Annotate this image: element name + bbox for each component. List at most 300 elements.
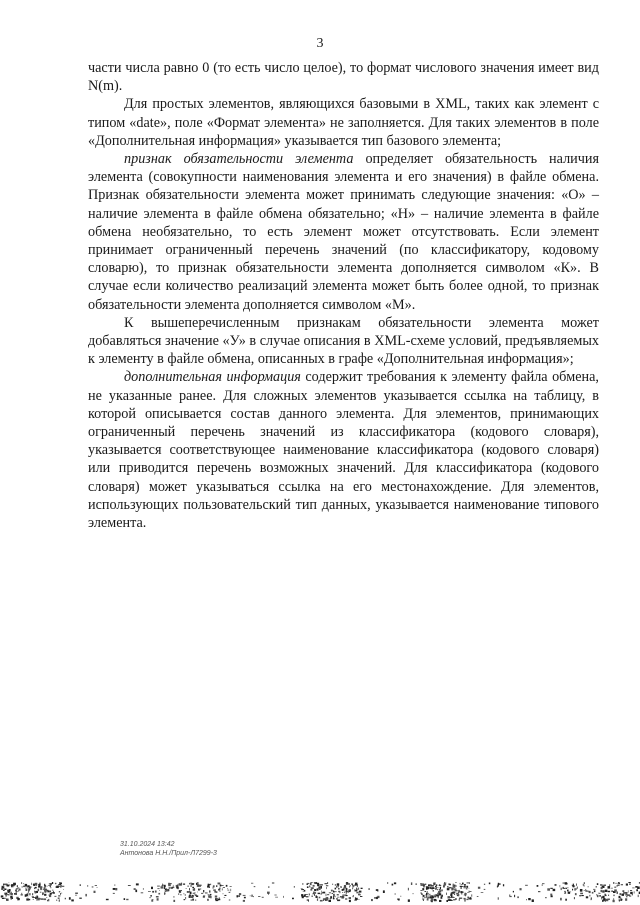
noise-speck <box>195 892 196 893</box>
noise-speck <box>337 894 339 895</box>
noise-speck <box>614 895 615 897</box>
noise-speck <box>346 892 347 893</box>
noise-speck <box>58 895 60 896</box>
noise-speck <box>429 895 430 897</box>
noise-speck <box>425 884 426 886</box>
noise-speck <box>309 894 310 896</box>
noise-speck <box>141 892 144 893</box>
noise-speck <box>526 899 527 900</box>
noise-speck <box>327 894 329 895</box>
noise-speck <box>613 882 614 884</box>
noise-speck <box>135 890 137 893</box>
noise-speck <box>46 897 47 898</box>
noise-speck <box>31 883 32 885</box>
noise-speck <box>310 886 311 887</box>
noise-speck <box>436 887 437 889</box>
noise-speck <box>321 892 322 893</box>
noise-speck <box>347 883 350 884</box>
noise-speck <box>69 897 71 900</box>
noise-speck <box>209 890 210 892</box>
noise-speck <box>368 888 369 890</box>
noise-speck <box>164 887 165 889</box>
noise-speck <box>628 890 629 892</box>
noise-speck <box>513 891 514 893</box>
noise-speck <box>1 896 2 898</box>
noise-speck <box>427 886 429 887</box>
noise-speck <box>343 889 345 891</box>
noise-speck <box>11 885 14 886</box>
noise-speck <box>11 886 12 887</box>
noise-speck <box>337 900 340 902</box>
noise-speck <box>335 896 336 897</box>
noise-speck <box>85 894 87 897</box>
noise-speck <box>436 884 437 886</box>
noise-speck <box>222 888 223 890</box>
noise-speck <box>636 889 638 891</box>
footer-timestamp: 31.10.2024 13:42 <box>120 841 175 848</box>
noise-speck <box>203 895 205 896</box>
noise-speck <box>173 900 175 902</box>
noise-speck <box>439 889 440 890</box>
noise-speck <box>342 895 345 896</box>
noise-speck <box>455 882 456 883</box>
noise-speck <box>469 891 471 892</box>
noise-speck <box>466 888 468 889</box>
noise-speck <box>313 885 315 887</box>
noise-speck <box>614 887 616 888</box>
noise-speck <box>219 898 220 899</box>
term-mandatory-flag: признак обязательности элемента <box>124 151 354 168</box>
noise-speck <box>8 894 10 895</box>
noise-speck <box>484 884 485 885</box>
noise-speck <box>477 896 479 897</box>
noise-speck <box>94 891 96 893</box>
noise-speck <box>394 882 396 884</box>
noise-speck <box>302 883 303 885</box>
noise-speck <box>216 885 217 887</box>
noise-speck <box>47 900 48 902</box>
noise-speck <box>314 894 315 896</box>
noise-speck <box>185 894 186 896</box>
noise-speck <box>215 898 218 899</box>
noise-speck <box>598 893 600 894</box>
noise-speck <box>614 889 617 891</box>
noise-speck <box>50 886 51 888</box>
noise-speck <box>464 886 465 889</box>
noise-speck <box>599 895 601 897</box>
noise-speck <box>457 890 460 891</box>
noise-speck <box>628 882 630 883</box>
noise-speck <box>179 883 180 885</box>
noise-speck <box>333 896 334 898</box>
noise-speck <box>433 890 434 892</box>
noise-speck <box>310 883 312 885</box>
noise-speck <box>303 891 304 892</box>
noise-speck <box>460 883 461 885</box>
noise-speck <box>186 888 187 889</box>
noise-speck <box>21 893 22 894</box>
noise-speck <box>190 896 193 897</box>
noise-speck <box>29 893 30 895</box>
noise-speck <box>429 894 430 895</box>
noise-speck <box>267 892 270 894</box>
noise-speck <box>449 899 452 901</box>
noise-speck <box>585 889 586 890</box>
noise-speck <box>427 898 429 900</box>
noise-speck <box>638 895 639 897</box>
noise-speck <box>317 898 318 900</box>
noise-speck <box>400 896 401 897</box>
noise-speck <box>451 895 452 897</box>
noise-speck <box>41 898 44 900</box>
noise-speck <box>460 886 463 887</box>
noise-speck <box>28 888 30 890</box>
noise-speck <box>92 886 94 887</box>
noise-speck <box>262 897 264 898</box>
noise-speck <box>456 893 459 895</box>
noise-speck <box>431 898 434 900</box>
noise-speck <box>155 891 157 893</box>
noise-speck <box>342 897 344 898</box>
noise-speck <box>52 890 54 891</box>
noise-speck <box>219 888 220 890</box>
noise-speck <box>565 882 567 884</box>
noise-speck <box>608 895 609 896</box>
noise-speck <box>550 888 553 889</box>
noise-speck <box>326 894 327 897</box>
noise-speck <box>56 900 57 902</box>
noise-speck <box>451 888 453 890</box>
noise-speck <box>564 893 566 894</box>
noise-speck <box>52 882 53 884</box>
noise-speck <box>461 891 463 893</box>
noise-speck <box>9 882 10 883</box>
noise-speck <box>196 895 198 897</box>
noise-speck <box>616 885 618 886</box>
noise-speck <box>346 884 348 886</box>
noise-speck <box>542 883 545 884</box>
noise-speck <box>464 893 466 895</box>
noise-speck <box>421 894 423 895</box>
noise-speck <box>353 896 354 897</box>
noise-speck <box>54 896 56 897</box>
noise-speck <box>360 896 362 897</box>
noise-speck <box>528 898 531 900</box>
term-additional-info: дополнительная информация <box>124 369 301 386</box>
noise-speck <box>185 897 186 899</box>
noise-speck <box>445 883 447 884</box>
noise-speck <box>584 882 585 884</box>
noise-speck <box>321 891 322 893</box>
noise-speck <box>22 887 23 888</box>
noise-speck <box>4 884 7 885</box>
noise-speck <box>317 884 319 886</box>
noise-speck <box>625 893 627 895</box>
noise-speck <box>325 883 328 884</box>
noise-speck <box>191 885 192 887</box>
noise-speck <box>18 890 19 892</box>
noise-speck <box>201 885 202 886</box>
noise-speck <box>553 889 556 891</box>
noise-speck <box>189 891 190 893</box>
noise-speck <box>25 888 28 889</box>
noise-speck <box>467 882 470 883</box>
noise-speck <box>619 896 621 898</box>
noise-speck <box>336 886 337 888</box>
noise-speck <box>453 897 454 898</box>
noise-speck <box>113 893 115 894</box>
noise-speck <box>258 896 260 897</box>
noise-speck <box>617 892 619 894</box>
noise-speck <box>353 888 354 889</box>
noise-speck <box>573 884 574 885</box>
noise-speck <box>346 890 347 892</box>
noise-speck <box>632 888 634 889</box>
noise-speck <box>221 885 224 886</box>
noise-speck <box>567 887 568 888</box>
noise-speck <box>575 893 577 895</box>
noise-speck <box>13 883 16 886</box>
noise-speck <box>334 891 337 892</box>
noise-speck <box>576 888 577 890</box>
noise-speck <box>239 893 241 895</box>
noise-speck <box>176 887 178 889</box>
noise-speck <box>469 898 471 900</box>
noise-speck <box>454 889 457 890</box>
noise-speck <box>237 895 239 897</box>
noise-speck <box>428 893 429 895</box>
noise-speck <box>194 894 195 895</box>
noise-speck <box>3 884 4 886</box>
noise-speck <box>359 899 360 900</box>
noise-speck <box>191 900 193 901</box>
noise-speck <box>79 898 82 899</box>
noise-speck <box>517 896 519 898</box>
noise-speck <box>596 886 597 887</box>
noise-speck <box>584 890 586 891</box>
noise-speck <box>437 889 438 890</box>
noise-speck <box>21 894 23 895</box>
noise-speck <box>317 883 319 885</box>
noise-speck <box>317 889 318 891</box>
noise-speck <box>272 882 274 883</box>
noise-speck <box>568 893 569 894</box>
noise-speck <box>423 895 425 897</box>
noise-speck <box>357 893 358 894</box>
noise-speck <box>354 885 355 886</box>
noise-speck <box>503 884 504 886</box>
noise-speck <box>349 886 350 888</box>
noise-speck <box>574 897 575 899</box>
noise-speck <box>71 899 74 901</box>
noise-speck <box>192 883 195 884</box>
noise-speck <box>189 888 190 890</box>
noise-speck <box>437 895 439 897</box>
noise-speck <box>46 890 48 891</box>
noise-speck <box>150 895 152 896</box>
noise-speck <box>371 899 373 901</box>
noise-speck <box>448 896 451 898</box>
noise-speck <box>254 886 256 887</box>
noise-speck <box>357 886 358 888</box>
noise-speck <box>340 887 342 888</box>
noise-speck <box>453 884 454 886</box>
noise-speck <box>625 898 627 901</box>
noise-speck <box>319 888 321 890</box>
noise-speck <box>37 896 38 898</box>
noise-speck <box>3 890 5 891</box>
noise-speck <box>446 893 447 895</box>
noise-speck <box>199 889 200 890</box>
noise-speck <box>230 889 231 891</box>
noise-speck <box>192 887 194 888</box>
noise-speck <box>408 899 410 902</box>
noise-speck <box>509 896 511 897</box>
noise-speck <box>580 893 583 895</box>
noise-speck <box>340 896 342 897</box>
noise-speck <box>438 887 439 888</box>
noise-speck <box>341 896 344 898</box>
noise-speck <box>208 897 210 898</box>
noise-speck <box>422 888 424 890</box>
noise-speck <box>213 885 215 887</box>
noise-speck <box>432 887 435 889</box>
noise-speck <box>423 897 424 898</box>
noise-speck <box>332 884 333 885</box>
noise-speck <box>32 896 34 897</box>
noise-speck <box>408 888 409 891</box>
noise-speck <box>464 895 467 896</box>
noise-speck <box>58 884 61 885</box>
noise-speck <box>215 896 217 898</box>
noise-speck <box>451 893 452 895</box>
noise-speck <box>184 899 185 900</box>
noise-speck <box>344 885 346 887</box>
noise-speck <box>420 890 422 891</box>
noise-speck <box>346 888 348 891</box>
noise-speck <box>348 892 349 893</box>
noise-speck <box>520 888 522 890</box>
noise-speck <box>44 898 47 900</box>
noise-speck <box>602 890 604 892</box>
noise-speck <box>457 895 458 896</box>
noise-speck <box>455 890 457 891</box>
noise-speck <box>326 887 327 889</box>
noise-speck <box>179 890 181 892</box>
noise-speck <box>332 893 333 894</box>
noise-speck <box>597 895 599 897</box>
noise-speck <box>563 888 565 889</box>
noise-speck <box>17 898 20 900</box>
noise-speck <box>42 894 43 895</box>
noise-speck <box>465 895 466 896</box>
footer-reference: Антонова Н.Н./Прил-Л7299-3 <box>120 850 217 857</box>
noise-speck <box>157 898 159 900</box>
paragraph-text: части числа равно 0 (то есть число целое), то формат числового значения имеет вид N(m). <box>88 60 599 95</box>
noise-speck <box>581 895 583 896</box>
noise-speck <box>304 890 306 892</box>
noise-speck <box>471 894 472 896</box>
noise-speck <box>580 889 583 892</box>
noise-speck <box>61 893 62 894</box>
scan-noise <box>0 876 640 905</box>
noise-speck <box>30 887 31 888</box>
noise-speck <box>210 884 211 885</box>
noise-speck <box>338 888 340 889</box>
noise-speck <box>537 885 539 887</box>
noise-speck <box>620 893 622 895</box>
noise-speck <box>192 899 194 901</box>
noise-speck <box>47 886 48 887</box>
noise-speck <box>593 889 595 890</box>
noise-speck <box>358 888 359 890</box>
noise-speck <box>15 893 16 895</box>
noise-speck <box>169 887 172 888</box>
noise-speck <box>62 886 64 887</box>
noise-speck <box>49 895 51 898</box>
footer-stamp <box>120 840 217 858</box>
noise-speck <box>250 896 251 897</box>
noise-speck <box>314 882 316 883</box>
noise-speck <box>383 890 385 893</box>
noise-speck <box>196 883 197 885</box>
noise-speck <box>283 896 284 898</box>
noise-speck <box>106 899 109 900</box>
noise-speck <box>550 897 551 898</box>
noise-speck <box>319 897 321 899</box>
noise-speck <box>605 895 606 896</box>
noise-speck <box>301 888 303 889</box>
noise-speck <box>525 885 528 886</box>
noise-speck <box>44 890 46 892</box>
paragraph-text: Для простых элементов, являющихся базовыми в XML, таких как элемент с типом «date», поле «Формат элемента» не заполняется. Для таких элементов в поле «Дополнительная информация» указывается тип базового элемента; <box>88 96 599 149</box>
noise-speck <box>229 892 231 893</box>
noise-speck <box>335 884 336 885</box>
noise-speck <box>611 891 612 892</box>
noise-speck <box>227 889 228 890</box>
noise-speck <box>430 895 433 896</box>
noise-speck <box>17 888 19 889</box>
noise-speck <box>349 900 351 902</box>
noise-speck <box>161 886 164 888</box>
noise-speck <box>630 892 633 894</box>
noise-speck <box>45 889 47 890</box>
noise-speck <box>134 888 136 890</box>
noise-speck <box>572 889 573 891</box>
noise-speck <box>238 895 240 897</box>
noise-speck <box>47 891 50 893</box>
noise-speck <box>574 888 576 890</box>
noise-speck <box>114 885 115 886</box>
noise-speck <box>8 892 10 893</box>
noise-speck <box>345 895 347 896</box>
noise-speck <box>355 889 356 890</box>
noise-speck <box>440 890 441 892</box>
noise-speck <box>600 884 603 885</box>
noise-speck <box>34 897 36 898</box>
noise-speck <box>461 884 462 885</box>
noise-speck <box>75 895 77 896</box>
paragraph <box>88 95 599 150</box>
noise-speck <box>442 889 443 891</box>
noise-speck <box>376 889 378 891</box>
noise-speck <box>560 898 561 901</box>
noise-speck <box>449 887 451 888</box>
noise-speck <box>178 893 179 894</box>
noise-speck <box>227 890 229 891</box>
noise-speck <box>434 899 436 901</box>
noise-speck <box>88 885 89 887</box>
